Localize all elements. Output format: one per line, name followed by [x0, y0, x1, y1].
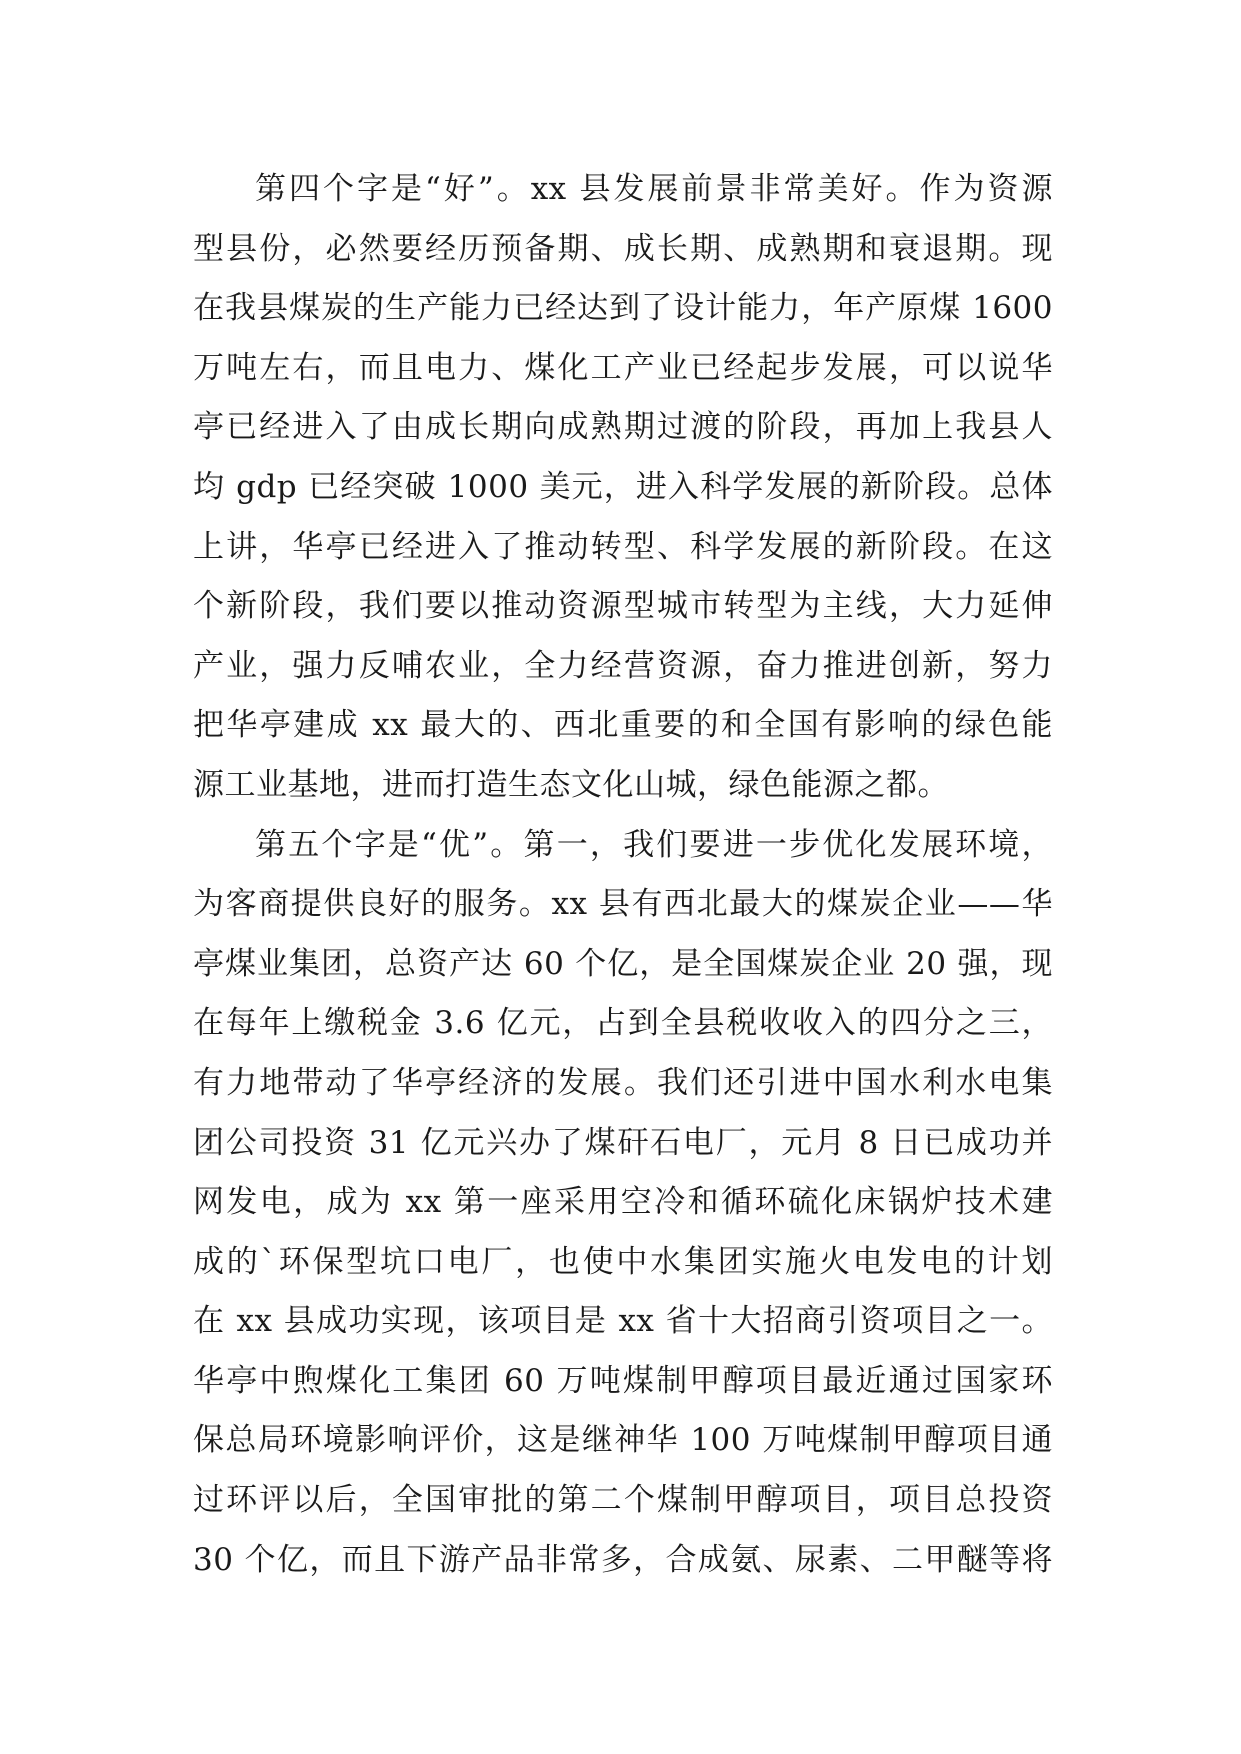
paragraph-line: 30 个亿，而且下游产品非常多，合成氨、尿素、二甲醚等将	[193, 1541, 1053, 1578]
paragraph-line: 第五个字是“优”。第一，我们要进一步优化发展环境，	[255, 826, 1053, 863]
paragraph-line: 亭煤业集团，总资产达 60 个亿，是全国煤炭企业 20 强，现	[193, 945, 1053, 982]
paragraph-line: 均 gdp 已经突破 1000 美元，进入科学发展的新阶段。总体	[193, 468, 1053, 505]
paragraph-line: 网发电，成为 xx 第一座采用空冷和循环硫化床锅炉技术建	[193, 1184, 1053, 1221]
paragraph-line: 把华亭建成 xx 最大的、西北重要的和全国有影响的绿色能	[193, 707, 1053, 744]
paragraph-line: 在每年上缴税金 3.6 亿元，占到全县税收收入的四分之三，	[193, 1005, 1053, 1042]
paragraph-line: 在 xx 县成功实现，该项目是 xx 省十大招商引资项目之一。	[193, 1303, 1053, 1340]
paragraph-line: 在我县煤炭的生产能力已经达到了设计能力，年产原煤 1600	[193, 290, 1053, 327]
paragraph-line: 产业，强力反哺农业，全力经营资源，奋力推进创新，努力	[193, 647, 1053, 684]
body-text	[193, 160, 1053, 1590]
paragraph-line: 过环评以后，全国审批的第二个煤制甲醇项目，项目总投资	[193, 1482, 1053, 1519]
paragraph-line: 成的`环保型坑口电厂，也使中水集团实施火电发电的计划	[193, 1243, 1053, 1280]
paragraph-line: 保总局环境影响评价，这是继神华 100 万吨煤制甲醇项目通	[193, 1422, 1053, 1459]
paragraph-line: 亭已经进入了由成长期向成熟期过渡的阶段，再加上我县人	[193, 409, 1053, 446]
paragraph-line: 为客商提供良好的服务。xx 县有西北最大的煤炭企业——华	[193, 886, 1053, 923]
paragraph-line: 上讲，华亭已经进入了推动转型、科学发展的新阶段。在这	[193, 528, 1053, 565]
paragraph-line: 型县份，必然要经历预备期、成长期、成熟期和衰退期。现	[193, 230, 1053, 267]
paragraph-line: 华亭中煦煤化工集团 60 万吨煤制甲醇项目最近通过国家环	[193, 1362, 1053, 1399]
paragraph-line: 团公司投资 31 亿元兴办了煤矸石电厂，元月 8 日已成功并	[193, 1124, 1053, 1161]
paragraph-line: 万吨左右，而且电力、煤化工产业已经起步发展，可以说华	[193, 349, 1053, 386]
paragraph-line: 第四个字是“好”。xx 县发展前景非常美好。作为资源	[255, 171, 1053, 207]
paragraph-line: 个新阶段，我们要以推动资源型城市转型为主线，大力延伸	[193, 588, 1053, 625]
paragraph-line: 源工业基地，进而打造生态文化山城，绿色能源之都。	[193, 766, 949, 803]
paragraph-line: 有力地带动了华亭经济的发展。我们还引进中国水利水电集	[193, 1064, 1053, 1101]
